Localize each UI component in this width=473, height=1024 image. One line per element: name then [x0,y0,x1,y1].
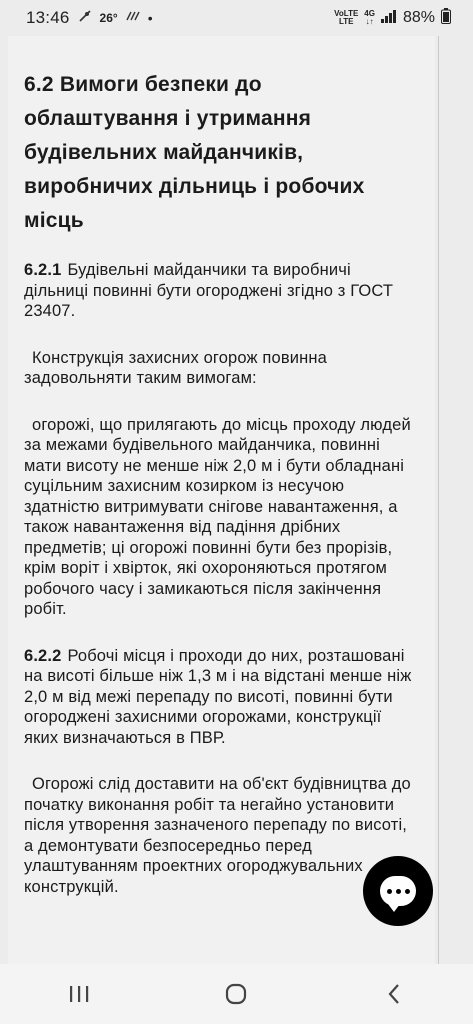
back-icon [386,982,402,1006]
paragraph-6-2-1 [24,260,419,322]
paragraph-6-2-2 [24,646,419,749]
home-icon [224,982,248,1006]
battery-icon [441,8,451,29]
volte-indicator: VoLTE LTE [334,9,359,26]
system-nav-bar [0,964,473,1024]
paragraph-requirements-intro [24,348,419,389]
clause-number: 6.2.1 [24,261,62,279]
home-button[interactable] [206,974,266,1014]
paragraph-fence-requirements [24,415,419,620]
signal-pattern-icon [126,9,140,27]
clause-number: 6.2.2 [24,646,62,665]
paragraph-text: Будівельні майданчики та виробничі дільниці повинні бути огороджені згідно з ГОСТ 23407. [24,261,394,320]
network-4g-indicator: 4G ↓↑ [364,9,375,26]
status-right [334,8,451,29]
paragraph-text: Робочі місця і проходи до них, розташовані на висоті більше ніж 1,3 м і на відстані менше ніж 2,0 м від межі перепаду по висоті, повинні бути огороджені захисними огорожами, конструкції яких визначаються в ПВР. [24,646,412,747]
status-bar [0,0,473,36]
recents-button[interactable] [49,974,109,1014]
back-button[interactable] [364,974,424,1014]
signal-bars-icon [381,9,397,28]
weather-icon [78,9,92,28]
section-title: 6.2 Вимоги безпеки до облаштування і утримання будівельних майданчиків, виробничих дільниць і робочих місць [24,73,365,232]
recents-icon [68,984,90,1004]
paragraph-text: огорожі, що прилягають до місць проходу людей за межами будівельного майданчика, повинні мати висоту не менше ніж 2,0 м і бути обладнані суцільним захисним козирком із несучою здатністю витримувати снігове навантаження, а також навантаження від падіння дрібних предметів; ці огорожі повинні бути без прорізів, крім воріт і хвірток, які охороняються протягом робочого часу і замикаються після закінчення робіт. [24,415,411,618]
status-left [26,8,153,28]
paragraph-fence-delivery [24,774,419,897]
article-page[interactable] [8,36,435,964]
chat-bubble-icon [380,876,416,906]
paragraph-text: Огорожі слід доставити на об'єкт будівництва до початку виконання робіт та негайно установити після утворення зазначеного перепаду по висоті, а демонтувати безпосередньо перед улаштуванням проектних огороджувальних конструкцій. [24,775,411,896]
chat-button[interactable] [363,856,433,926]
scrollbar-track[interactable] [438,36,439,964]
temperature: 26° [99,11,118,25]
notification-dot-icon: • [147,10,153,26]
battery-level: 88% [402,9,435,26]
paragraph-text: Конструкція захисних огорож повинна задовольняти таким вимогам: [24,348,327,387]
clock: 13:46 [26,8,70,27]
